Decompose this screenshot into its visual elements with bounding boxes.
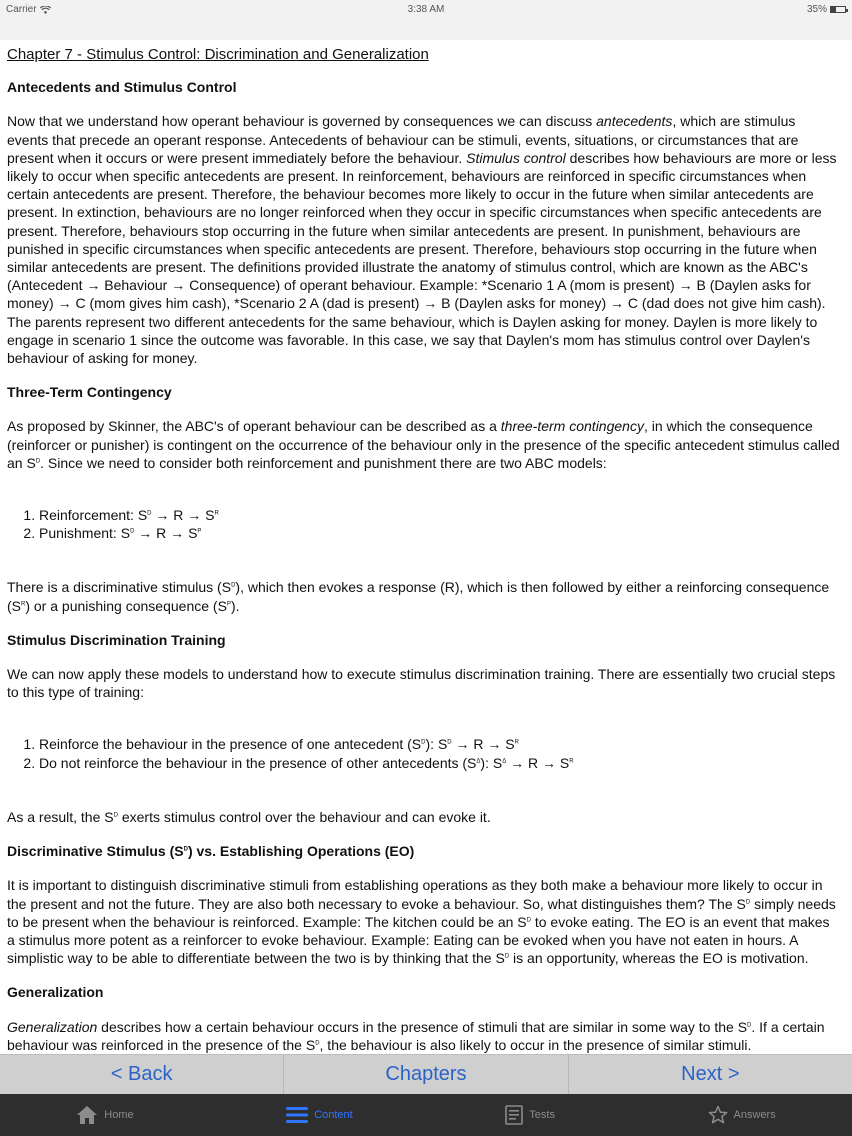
list-item: 2. Punishment: $S^D \to R \to S^P$ [39, 524, 840, 542]
battery-percent: 35% [806, 4, 827, 15]
chapters-button[interactable]: Chapters [284, 1055, 568, 1094]
paragraph-three-term: As proposed by Skinner, the ABC's of operant behaviour can be described as a three-term contingency, in which the consequence (reinforcer or punisher) is contingent on the occurrence of the behaviour only in the presence of the specific antecedent stimulus called an $S^D$. Since we need to consider both reinforcement and punishment there are two ABC models: [7, 418, 840, 471]
back-button[interactable]: < Back [0, 1055, 284, 1094]
status-bar [0, 0, 852, 40]
star-icon [708, 1105, 728, 1125]
section-heading-antecedents: Antecedents and Stimulus Control [7, 79, 237, 96]
paragraph-discriminative-stimulus: There is a discriminative stimulus $(S^D)$, which then evokes a response (R), which is then followed by either a reinforcing consequence $(S^R)$ or a punishing consequence $(S^P)$. [7, 579, 830, 614]
tab-content[interactable] [286, 1106, 353, 1124]
paragraph-discrimination-result: As a result, the $S^D$ exerts stimulus control over the behaviour and can evoke it. [7, 808, 491, 825]
tab-label: Home [104, 1109, 134, 1121]
paragraph-discrimination: We can now apply these models to understand how to execute stimulus discrimination training. There are essentially two crucial steps to this type of training: [7, 666, 836, 701]
abc-models-list [39, 506, 840, 542]
list-item: 1. Reinforce the behaviour in the presence of one antecedent $(S^D)$: $S^D \to R \to S^R$ [39, 735, 840, 753]
home-icon [76, 1105, 98, 1125]
document-icon [505, 1105, 523, 1125]
tab-answers[interactable] [708, 1105, 776, 1125]
tab-tests[interactable] [505, 1105, 555, 1125]
paragraph-sd-vs-eo: It is important to distinguish discriminative stimuli from establishing operations as they both make a behaviour more likely to occur in the present and not the future. They are also both necessary to evoke a behaviour. So, what distinguishes them? The $S^D$ simply needs to be present when the behaviour is reinforced. Example: The kitchen could be an $S^D$ to evoke eating. The EO is an event that makes a stimulus more potent as a reinforcer to evoke behaviour. Example: Eating can be evoked when you have not eaten in hours. A simplistic way to be able to differentiate between the two is by thinking that the $S^D$ is an opportunity, whereas the EO is motivation. [7, 877, 836, 967]
tab-label: Tests [529, 1109, 555, 1121]
tab-home[interactable] [76, 1105, 133, 1125]
tab-label: Answers [733, 1109, 776, 1121]
section-heading-sd-vs-eo: Discriminative Stimulus $(S^D)$ vs. Establishing Operations (EO) [7, 843, 415, 860]
list-icon [286, 1106, 308, 1124]
tab-label: Content [314, 1109, 353, 1121]
list-item: 2. Do not reinforce the behaviour in the presence of other antecedents $(S^\Delta)$: $S^\Delta \to R \to S^R$ [39, 754, 840, 772]
tab-bar [0, 1094, 852, 1136]
chapter-content[interactable] [0, 40, 852, 1054]
section-heading-three-term: Three-Term Contingency [7, 384, 172, 401]
list-item: 1. Reinforcement: $S^D \to R \to S^R$ [39, 506, 840, 524]
paragraph-generalization: Generalization describes how a certain behaviour occurs in the presence of stimuli that are similar in some way to the $S^D$. If a certain behaviour was reinforced in the presence of the $S^D$, the behaviour is also likely to occur in the presence of similar stimuli. [7, 1018, 825, 1053]
section-heading-generalization: Generalization [7, 984, 104, 1001]
clock: 3:38 AM [407, 4, 445, 15]
section-heading-discrimination: Stimulus Discrimination Training [7, 631, 226, 648]
chapter-navigation-bar [0, 1054, 852, 1094]
battery-indicator [807, 4, 846, 15]
training-steps-list [39, 735, 840, 771]
carrier-label: Carrier [6, 4, 37, 15]
next-button[interactable]: Next > [681, 1063, 740, 1085]
paragraph-antecedents: Now that we understand how operant behaviour is governed by consequences we can discuss antecedents, which are stimulus events that precede an operant response. Antecedents of behaviour can be stimuli, events, situations, or circumstances that are present when it occurs or were present immediately before the behaviour. Stimulus control describes how behaviours are more or less likely to occur when specific antecedents are present. In reinforcement, behaviours are reinforced in specific circumstances when certain antecedents are present. Therefore, the behaviour becomes more likely to occur in the future when similar antecedents are present. In extinction, behaviours are no longer reinforced when they occur in specific circumstances when specific antecedents are present. Therefore, behaviours stop occurring in the future when similar antecedents are present. In punishment, behaviours are punished in specific circumstances when specific antecedents are present. Therefore, behaviours stop occurring in the future when similar antecedents are present. The definitions provided illustrate the anatomy of stimulus control, which are known as the ABC's (Antecedent → Behaviour → Consequence) of operant behaviour. Example: *Scenario 1 A (mom is present) → B (Daylen asks for money) → C (mom gives him cash), *Scenario 2 A (dad is present) → B (Daylen asks for money) → C (dad does not give him cash). The parents represent two different antecedents for the same behaviour, which is Daylen asking for money. Daylen is more likely to engage in scenario 1 since the outcome was favorable. In this case, we say that Daylen's mom has stimulus control over Daylen's behaviour of asking for money. [7, 113, 837, 367]
battery-icon [830, 6, 846, 13]
chapter-title: Chapter 7 - Stimulus Control: Discrimination and Generalization [7, 46, 429, 63]
